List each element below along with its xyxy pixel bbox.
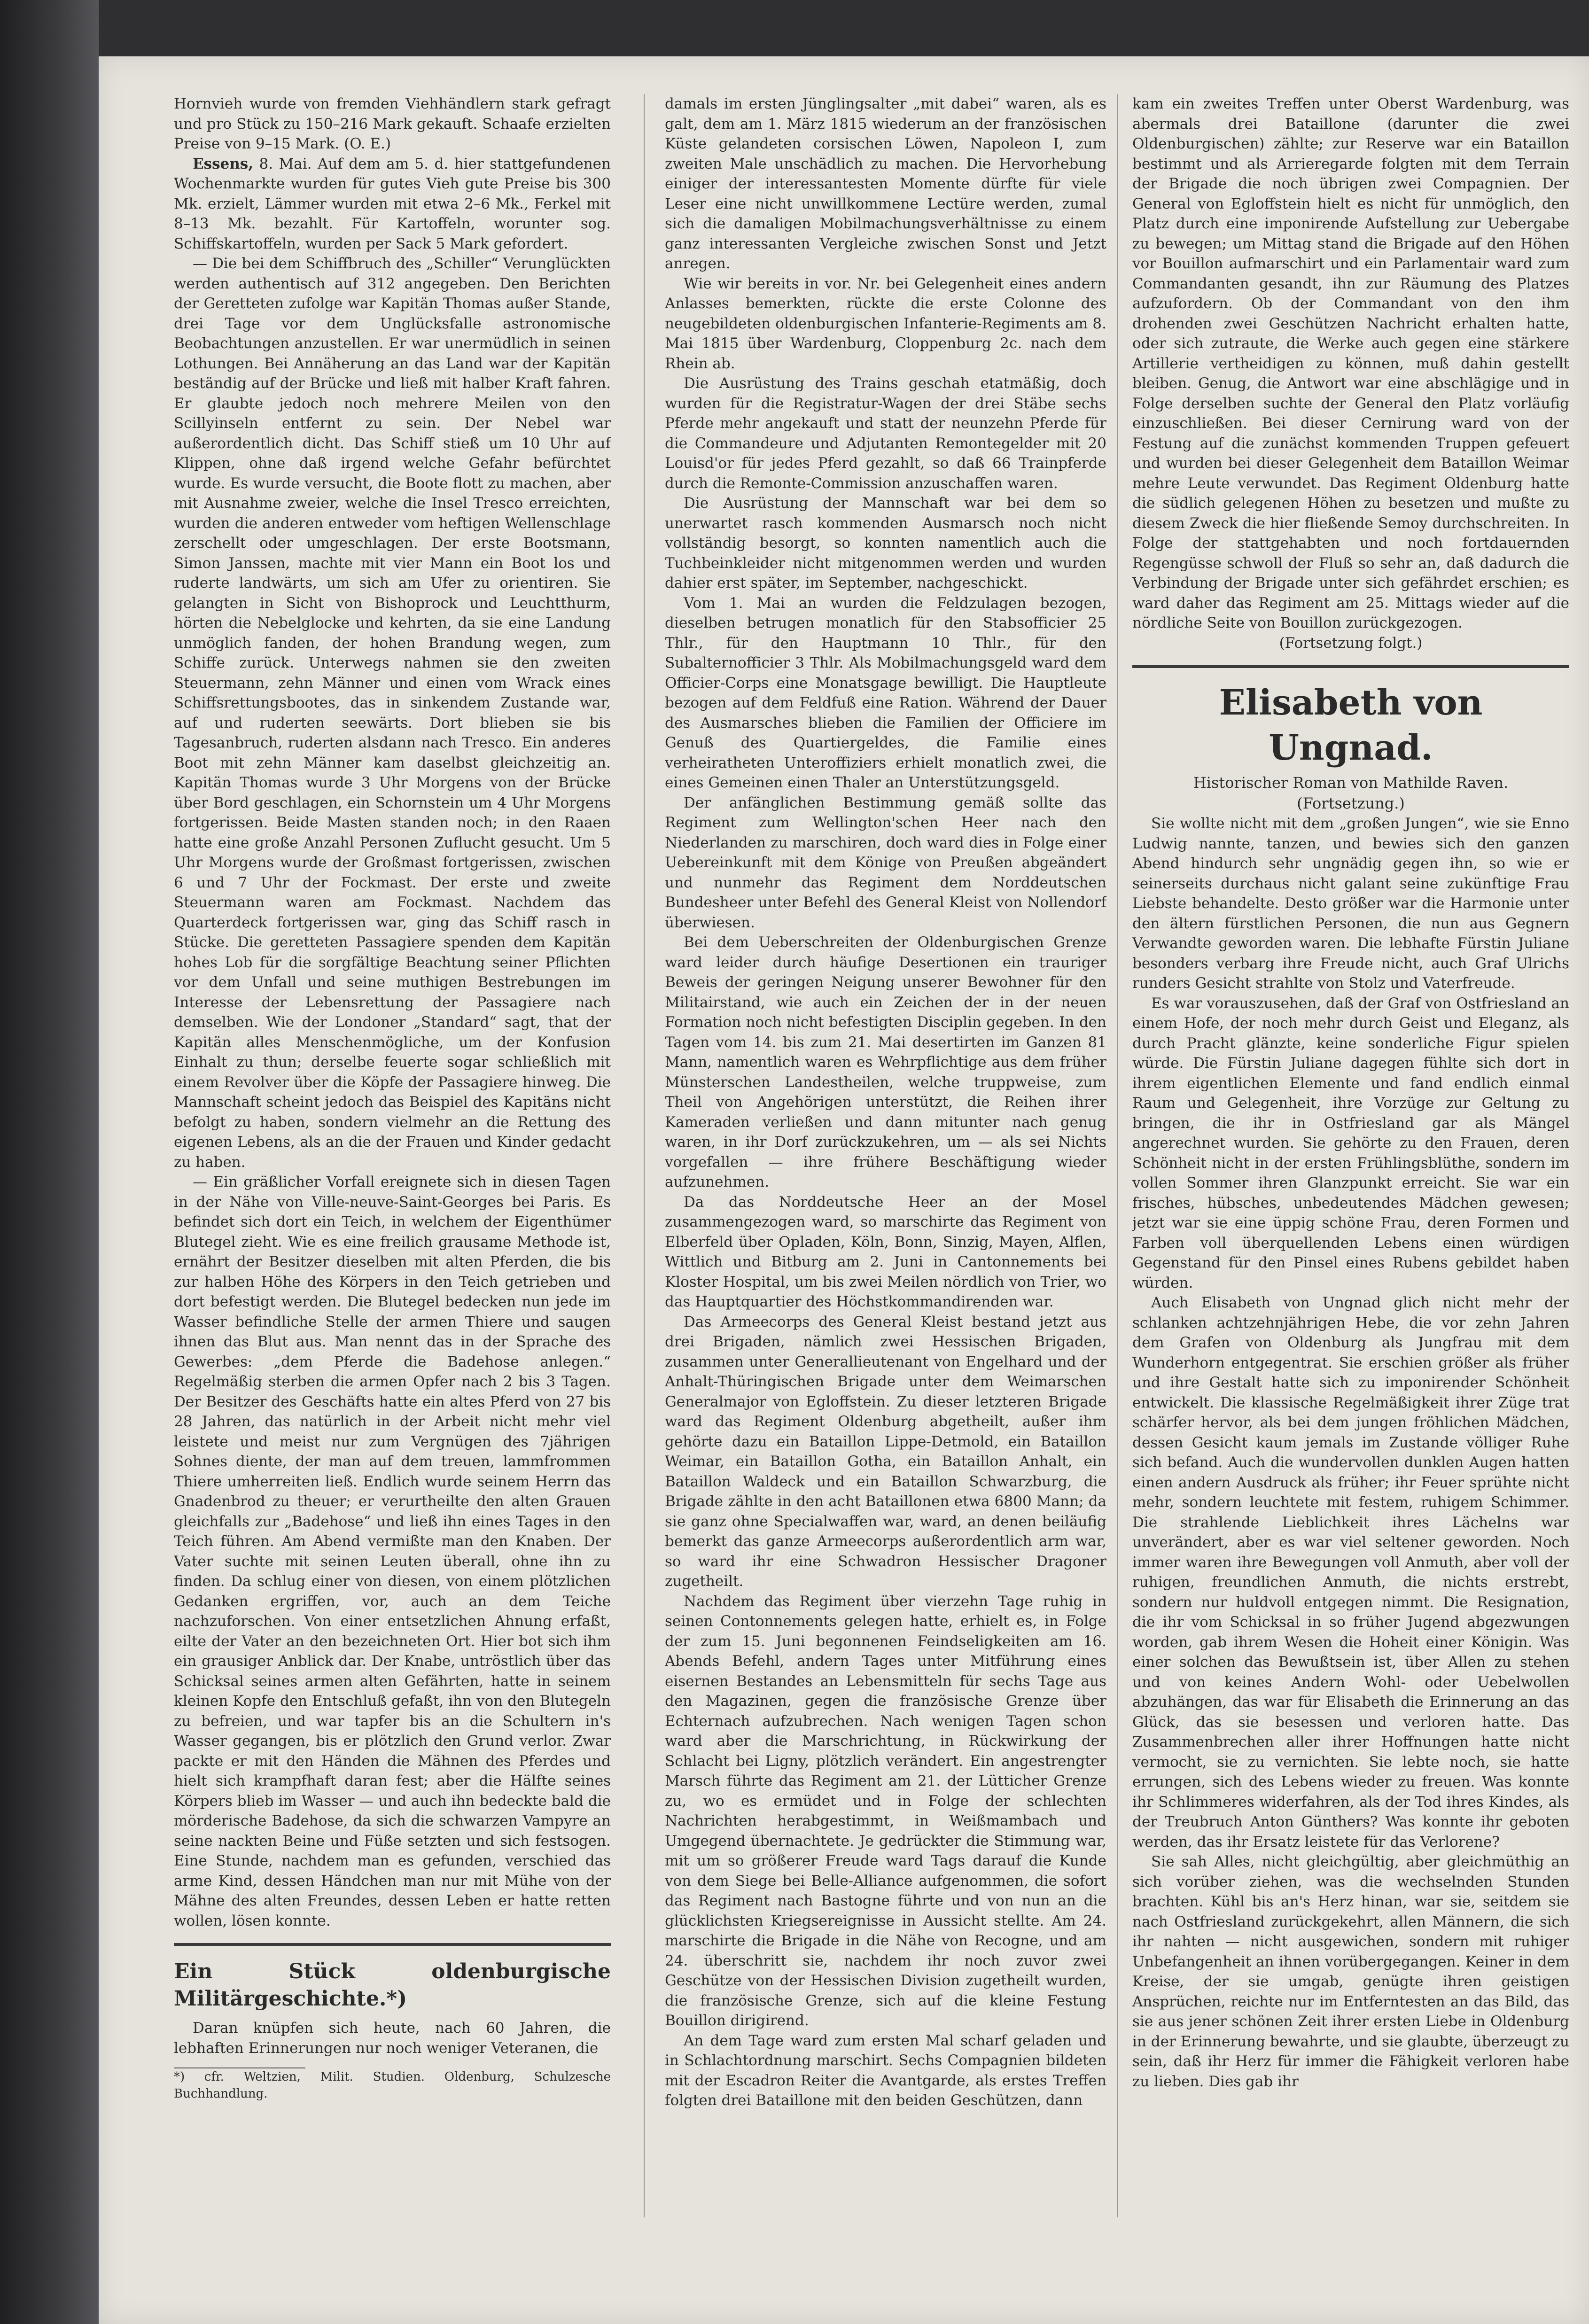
continued-notice: (Fortsetzung folgt.) (1279, 634, 1423, 652)
paragraph: — Ein gräßlicher Vorfall ereignete sich in diesen Tagen in der Nähe von Ville-neuve-Saint-Georges bei Paris. Es befindet sich dort ein Teich, in welchem der Eigenthümer Blutegel zieht. Wie es eine freilich grausame Methode ist, ernährt der Besitzer dieselben mit alten Pferden, die bis zur halben Höhe des Körpers in den Teich getrieben und dort befestigt werden. Die Blutegel bedecken nun jede im Wasser befindliche Stelle der armen Thiere und saugen ihnen das Blut aus. Man nennt das in der Sprache des Gewerbes: „dem Pferde die Badehose anlegen.“ Regelmäßig sterben die armen Opfer nach 2 bis 3 Tagen. Der Besitzer des Geschäfts hatte ein altes Pferd von 27 bis 28 Jahren, das natürlich in der Arbeit nicht mehr viel leistete und meist nur zum Vergnügen des 7jährigen Sohnes diente, der man auf dem treuen, lammfrommen Thiere umherreiten ließ. Endlich wurde seinem Herrn das Gnadenbrod zu theuer; er verurtheilte den alten Grauen gleichfalls zur „Badehose“ und ließ ihn eines Tages in den Teich führen. Am Abend vermißte man den Knaben. Der Vater suchte mit seinen Leuten überall, ohne ihn zu finden. Da schlug einer von diesen, von einem plötzlichen Gedanken ergriffen, vor, auch an dem Teiche nachzuforschen. Von einer entsetzlichen Ahnung erfaßt, eilte der Vater an den bezeichneten Ort. Hier bot sich ihm ein grausiger Anblick dar. Der Knabe, untröstlich über das Schicksal seines armen alten Gefährten, hatte in seinem kleinen Kopfe den Entschluß gefaßt, ihn von den Blutegeln zu befreien, und war tapfer bis an die Schultern in's Wasser gegangen, bis er plötzlich den Grund verlor. Zwar packte er mit den Händen die Mähnen des Pferdes und hielt sich krampfhaft daran fest; aber die Hälfte seines Körpers blieb im Wasser — und auch ihn bedeckte bald die mörderische Badehose, da sich die schwarzen Vampyre an seine nackten Beine und Füße setzten und sich festsogen. Eine Stunde, nachdem man es gefunden, verschied das arme Kind, dessen Händchen man nur mit Mühe von der Mähne des alten Freundes, dessen Leben er hatte retten wollen, lösen konnte. (174, 1174, 611, 1929)
paragraph: — Die bei dem Schiffbruch des „Schiller“ Verunglückten werden authentisch auf 312 angegeben. Den Berichten der Geretteten zufolge war Kapitän Thomas außer Stande, drei Tage vor dem Unglücksfalle astronomische Beobachtungen anzustellen. Er war unermüdlich in seinen Lothungen. Bei Annäherung an das Land war der Kapitän beständig auf der Brücke und ließ mit halber Kraft fahren. Er glaubte jedoch noch mehrere Meilen von den Scillyinseln entfernt zu sein. Der Nebel war außerordentlich dicht. Das Schiff stieß um 10 Uhr auf Klippen, ohne daß irgend welche Gefahr befürchtet wurde. Es wurde versucht, die Boote flott zu machen, aber mit Ausnahme zweier, welche die Insel Tresco erreichten, wurden die anderen entweder vom heftigen Wellenschlage zerschellt oder umgeschlagen. Der erste Bootsmann, Simon Janssen, machte mit vier Mann ein Boot los und ruderte landwärts, um sich am Ufer zu orientiren. Sie gelangten in Sicht von Bishoprock und Leuchtthurm, hörten die Nebelglocke und kehrten, da sie eine Landung unmöglich fanden, der hohen Brandung wegen, zum Schiffe zurück. Unterwegs nahmen sie den zweiten Steuermann, zehn Männer und einen vom Wrack eines Schiffsrettungsbootes, das in sinkendem Zustande war, auf und ruderten seewärts. Dort blieben sie bis Tagesanbruch, ruderten alsdann nach Tresco. Ein anderes Boot mit zehn Männer kam daselbst gleichzeitig an. Kapitän Thomas wurde 3 Uhr Morgens von der Brücke über Bord geschlagen, ein Schornstein um 4 Uhr Morgens fortgerissen. Beide Masten standen noch; in den Raaen hatte eine große Anzahl Personen Zuflucht gesucht. Um 5 Uhr Morgens wurde der Großmast fortgerissen, zwischen 6 und 7 Uhr der Fockmast. Der erste und zweite Steuermann waren am Fockmast. Nachdem das Quarterdeck fortgerissen war, ging das Schiff rasch in Stücke. Die geretteten Passagiere spenden dem Kapitän hohes Lob für die sorgfältige Beachtung seiner Pflichten vor dem Unfall und seine muthigen Bestrebungen im Interesse der Lebensrettung der Passagiere nach demselben. Wie der Londoner „Standard“ sagt, that der Kapitän alles Menschenmögliche, um der Konfusion Einhalt zu thun; derselbe feuerte sogar schließlich mit einem Revolver über die Köpfe der Passagiere hinweg. Die Mannschaft scheint jedoch das Beispiel des Kapitäns nicht befolgt zu haben, sondern vielmehr an die Rettung des eigenen Lebens, als an die der Frauen und Kinder gedacht zu haben. (174, 255, 611, 1171)
paragraph: Der anfänglichen Bestimmung gemäß sollte das Regiment zum Wellington'schen Heer nach den Niederlanden zu marschiren, doch ward dies in Folge einer Uebereinkunft mit dem Könige von Preußen abgeändert und nunmehr das Regiment dem Norddeutschen Bundesheer unter Befehl des General Kleist von Nollendorf überwiesen. (665, 794, 1106, 931)
paragraph (174, 154, 611, 254)
paragraph: Wie wir bereits in vor. Nr. bei Gelegenheit eines andern Anlasses bemerkten, rückte die erste Colonne des neugebildeten oldenburgischen Infanterie-Regiments am 8. Mai 1815 über Wardenburg, Cloppenburg 2c. nach dem Rhein ab. (665, 275, 1106, 372)
column-divider (644, 94, 645, 2217)
paragraph-text: 8. Mai. Auf dem am 5. d. hier stattgefundenen Wochenmarkte wurden für gutes Vieh gute Preise bis 300 Mk. erzielt, Lämmer wurden mit etwa 2–6 Mk., Ferkel mit 8–13 Mk. bezahlt. Für Kartoffeln, worunter sog. Schiffskartoffeln, wurden per Sack 5 Mark gefordert. (174, 155, 611, 252)
column-divider (1117, 94, 1118, 2217)
column-3 (1132, 94, 1569, 2217)
paragraph: Es war vorauszusehen, daß der Graf von Ostfriesland an einem Hofe, der noch mehr durch Geist und Eleganz, als durch Pracht glänzte, keine sonderliche Figur spielen würde. Die Fürstin Juliane dagegen fühlte sich dort in ihrem eigentlichen Elemente und fand endlich einmal Raum und Gelegenheit, ihre Vorzüge zur Geltung zu bringen, die ihr in Ostfriesland gar als Mängel angerechnet wurden. Sie gehörte zu den Frauen, deren Schönheit nicht in der ersten Frühlingsblüthe, sondern im vollen Sommer ihren Glanzpunkt erreicht. Sie war ein frisches, hübsches, unbedeutendes Mädchen gewesen; jetzt war sie eine üppig schöne Frau, deren Formen und Farben voll überquellenden Lebens einen würdigen Gegenstand für den Pinsel eines Rubens gebildet haben würden. (1132, 995, 1569, 1291)
paragraph: Das Armeecorps des General Kleist bestand jetzt aus drei Brigaden, nämlich zwei Hessischen Brigaden, zusammen unter Generallieutenant von Engelhard und der Anhalt-Thüringischen Brigade unter dem Weimarschen Generalmajor von Egloffstein. Zu dieser letzteren Brigade ward das Regiment Oldenburg abgetheilt, außer ihm gehörte dazu ein Bataillon Lippe-Detmold, ein Bataillon Weimar, ein Bataillon Gotha, ein Bataillon Anhalt, ein Bataillon Waldeck und ein Bataillon Schwarzburg, die Brigade zählte in den acht Bataillonen etwa 6800 Mann; da sie ganz ohne Specialwaffen war, ward, an denen beiläufig bemerkt das ganze Armeecorps außerordentlich arm war, so ward ihr eine Schwadron Hessischer Dragoner zugetheilt. (665, 1313, 1106, 1590)
paragraph: Vom 1. Mai an wurden die Feldzulagen bezogen, dieselben betrugen monatlich für den Stabsofficier 25 Thlr., für den Hauptmann 10 Thlr., für den Subalternofficier 3 Thlr. Als Mobilmachungsgeld ward dem Officier-Corps eine Monatsgage bewilligt. Die Hauptleute bezogen auf dem Feldfuß eine Ration. Während der Dauer des Ausmarsches blieben die Familien der Officiere im Genuß des Quartiergeldes, die Familie eines verheiratheten Unteroffiziers erhielt monatlich zwei, die eines Gemeinen einen Thaler an Unterstützungsgeld. (665, 594, 1106, 791)
paragraph: Daran knüpfen sich heute, nach 60 Jahren, die lebhaften Erinnerungen nur noch weniger Veteranen, die (174, 2020, 611, 2057)
footnote: *) cfr. Weltzien, Milit. Studien. Oldenburg, Schulzesche Buchhandlung. (174, 2070, 611, 2101)
scanner-edge (0, 0, 99, 2324)
paragraph: Bei dem Ueberschreiten der Oldenburgischen Grenze ward leider durch häufige Desertionen ein trauriger Beweis der geringen Neigung unserer Bewohner für den Militairstand, wie auch ein Zeichen der in der neuen Formation noch nicht befestigten Disciplin gegeben. In den Tagen vom 14. bis zum 21. Mai desertirten im Ganzen 81 Mann, namentlich waren es Wehrpflichtige aus dem früher Münsterschen Landestheilen, welche truppweise, zum Theil von Angehörigen unterstützt, die Reihen ihrer Kameraden verließen und dann mitunter nach genug waren, in ihr Dorf zurückzukehren, um — als sei Nichts vorgefallen — ihre frühere Beschäftigung wieder aufzunehmen. (665, 934, 1106, 1190)
section-divider (174, 1943, 611, 1946)
section-divider (1132, 665, 1569, 668)
column-1 (174, 94, 611, 2217)
newspaper-page (99, 56, 1589, 2324)
novel-title: Elisabeth von Ungnad. (1219, 683, 1483, 768)
paragraph: Die Ausrüstung des Trains geschah etatmäßig, doch wurden für die Registratur-Wagen der drei Stäbe sechs Pferde mehr angekauft und statt der neunzehn Pferde für die Commandeure und Adjutanten Remontegelder mit 20 Louisd'or für jedes Pferd gezahlt, so daß 66 Trainpferde durch die Remonte-Commission anzuschaffen waren. (665, 375, 1106, 492)
paragraph: damals im ersten Jünglingsalter „mit dabei“ waren, als es galt, dem am 1. März 1815 wiederum an der französischen Küste gelandeten corsischen Löwen, Napoleon I, zum zweiten Male unschädlich zu machen. Die Hervorhebung einiger der interessantesten Momente dürfte für viele Leser eine nicht unwillkommene Lectüre werden, zumal sich die damaligen Mobilmachungsverhältnisse zu einem ganz interessanten Vergleiche zwischen Sonst und Jetzt anregen. (665, 95, 1106, 272)
paragraph: Sie wollte nicht mit dem „großen Jungen“, wie sie Enno Ludwig nannte, tanzen, und bewies sich den ganzen Abend hindurch sehr ungnädig gegen ihn, so wie er seinerseits durchaus nicht galant seine zukünftige Frau Liebste behandelte. Desto größer war die Harmonie unter den ältern fürstlichen Personen, die nun aus Gegnern Verwandte geworden waren. Die lebhafte Fürstin Juliane besonders verbarg ihre Freude nicht, auch Graf Ulrichs runders Gesicht strahlte von Stolz und Vaterfreude. (1132, 815, 1569, 992)
paragraph: An dem Tage ward zum ersten Mal scharf geladen und in Schlachtordnung marschirt. Sechs Compagnien bildeten mit der Escadron Reiter die Avantgarde, als erstes Treffen folgten drei Bataillone mit den beiden Geschützen, dann (665, 2032, 1106, 2109)
paragraph: Auch Elisabeth von Ungnad glich nicht mehr der schlanken achtzehnjährigen Hebe, die vor zehn Jahren dem Grafen von Oldenburg als Jungfrau mit dem Wunderhorn entgegentrat. Sie erschien größer als früher und ihre Gestalt hatte sich zu imponirender Schönheit entwickelt. Die klassische Regelmäßigkeit ihrer Züge trat schärfer hervor, als bei dem jungen fröhlichen Mädchen, dessen Gesicht kaum jemals im Zustande völliger Ruhe sich befand. Auch die wundervollen dunklen Augen hatten einen andern Ausdruck als früher; ihr Feuer sprühte nicht mehr, sondern leuchtete mit festem, ruhigem Schimmer. Die strahlende Lieblichkeit ihres Lächelns war unverändert, aber es war viel seltener geworden. Noch immer waren ihre Bewegungen voll Anmuth, aber voll der ruhigen, freundlichen Anmuth, die nichts erstrebt, sondern nur huldvoll entgegen nimmt. Die Resignation, die ihr vom Schicksal in so früher Jugend abgezwungen worden, gab ihrem Wesen die Hoheit einer Königin. Was einer solchen das Bewußtsein ist, über Allen zu stehen und von keines Andern Wohl- oder Uebelwollen abzuhängen, das war für Elisabeth die Erinnerung an das Glück, das sie besessen und verloren hatte. Das Zusammenbrechen aller ihrer Hoffnungen hatte nicht vermocht, sie zu vernichten. Sie lebte noch, sie hatte errungen, sich des Lebens wieder zu freuen. Was konnte ihr Schlimmeres widerfahren, als der Tod ihres Kindes, als der Treubruch Anton Günthers? Was konnte ihr geboten werden, das ihr Ersatz leistete für das Verlorene? (1132, 1294, 1569, 1850)
article-heading: Ein Stück oldenburgische Militärgeschichte.*) (174, 1959, 611, 2011)
paragraph: kam ein zweites Treffen unter Oberst Wardenburg, was abermals drei Bataillone (darunter die zwei Oldenburgischen) zählte; zur Reserve war ein Bataillon bestimmt und als Arrieregarde folgten mit dem Terrain der Brigade die noch übrigen zwei Compagnien. Der General von Egloffstein hielt es nicht für unmöglich, den Platz durch eine imponirende Aufstellung zur Uebergabe zu bewegen; um Mittag stand die Brigade auf den Höhen vor Bouillon aufmarschirt und ein Parlamentair ward zum Commandanten gesandt, ihn zur Räumung des Platzes aufzufordern. Ob der Commandant von den ihm drohenden zwei Geschützen Nachricht erhalten hatte, oder sich zutraute, die Werke auch gegen eine stärkere Artillerie vertheidigen zu können, muß dahin gestellt bleiben. Genug, die Antwort war eine abschlägige und in Folge derselben suchte der General den Platz vorläufig einzuschließen. Bei dieser Cernirung ward von der Festung auf die zunächst kommenden Truppen gefeuert und wurden bei dieser Gelegenheit dem Bataillon Weimar mehre Leute verwundet. Das Regiment Oldenburg hatte die südlich gelegenen Höhen zu besetzen und mußte zu diesem Zweck die hier fließende Semoy durchschreiten. In Folge der stattgehabten und noch fortdauernden Regengüsse schwoll der Fluß so sehr an, daß dadurch die Verbindung der Brigade unter sich gefährdet erschien; es ward daher das Regiment am 25. Mittags wieder auf die nördliche Seite von Bouillon zurückgezogen. (1132, 95, 1569, 631)
column-2 (665, 94, 1106, 2217)
novel-subtitle: Historischer Roman von Mathilde Raven. (1193, 774, 1509, 792)
paragraph: Sie sah Alles, nicht gleichgültig, aber gleichmüthig an sich vorüber ziehen, was die wechselnden Stunden brachten. Kühl bis an's Herz hinan, war sie, seitdem sie nach Ostfriesland zurückgekehrt, allen Männern, die sich ihr nahten — nicht ausgewichen, sondern mit ruhiger Unbefangenheit an ihnen vorübergegangen. Keiner in dem Kreise, der sie umgab, genügte ihren geistigen Ansprüchen, reichte nur im Entferntesten an das Bild, das sie aus jener schönen Zeit ihrer ersten Liebe in Oldenburg in der Erinnerung bewahrte, und sie glaubte, überzeugt zu sein, daß ihr Herz für immer die Fähigkeit verloren habe zu lieben. Dies gab ihr (1132, 1853, 1569, 2090)
paragraph: Hornvieh wurde von fremden Viehhändlern stark gefragt und pro Stück zu 150–216 Mark gekauft. Schaafe erzielten Preise von 9–15 Mark. (O. E.) (174, 95, 611, 152)
place-heading: Essens, (193, 155, 254, 172)
novel-continuation: (Fortsetzung.) (1297, 794, 1405, 812)
paragraph: Nachdem das Regiment über vierzehn Tage ruhig in seinen Contonnements gelegen hatte, erhielt es, in Folge der zum 15. Juni begonnenen Feindseligkeiten am 16. Abends Befehl, andern Tages unter Mitführung eines eisernen Bestandes an Lebensmitteln für sechs Tage aus den Magazinen, gegen die französische Grenze über Echternach aufzubrechen. Nach wenigen Tagen schon ward aber die Marschrichtung, in Rückwirkung der Schlacht bei Ligny, plötzlich verändert. Ein angestrengter Marsch führte das Regiment am 21. der Lütticher Grenze zu, wo es ermüdet und in Folge der schlechten Nachrichten herabgestimmt, in Weißmambach und Umgegend übernachtete. Je gedrückter die Stimmung war, mit um so größerer Freude ward Tags darauf die Kunde von dem Siege bei Belle-Alliance aufgenommen, die sofort das Regiment nach Bastogne führte und von nun an die glücklichsten Kriegsereignisse in Aussicht stellte. Am 24. marschirte die Brigade in die Nähe von Recogne, und am 24. überschritt sie, nachdem ihr noch zuvor zwei Geschütze von der Hessischen Division zugetheilt wurden, die französische Grenze, sich auf die kleine Festung Bouillon dirigirend. (665, 1593, 1106, 2029)
paragraph: Die Ausrüstung der Mannschaft war bei dem so unerwartet rasch kommenden Ausmarsch noch nicht vollständig besorgt, so konnten namentlich auch die Tuchbeinkleider nicht mitgenommen werden und wurden dahier erst später, im September, nachgeschickt. (665, 495, 1106, 591)
paragraph: Da das Norddeutsche Heer an der Mosel zusammengezogen ward, so marschirte das Regiment von Elberfeld über Opladen, Köln, Bonn, Sinzig, Mayen, Alflen, Wittlich und Bitburg am 2. Juni in Cantonnements bei Kloster Hospital, um bis zwei Meilen nördlich von Trier, wo das Hauptquartier des Höchstkommandirenden war. (665, 1193, 1106, 1310)
